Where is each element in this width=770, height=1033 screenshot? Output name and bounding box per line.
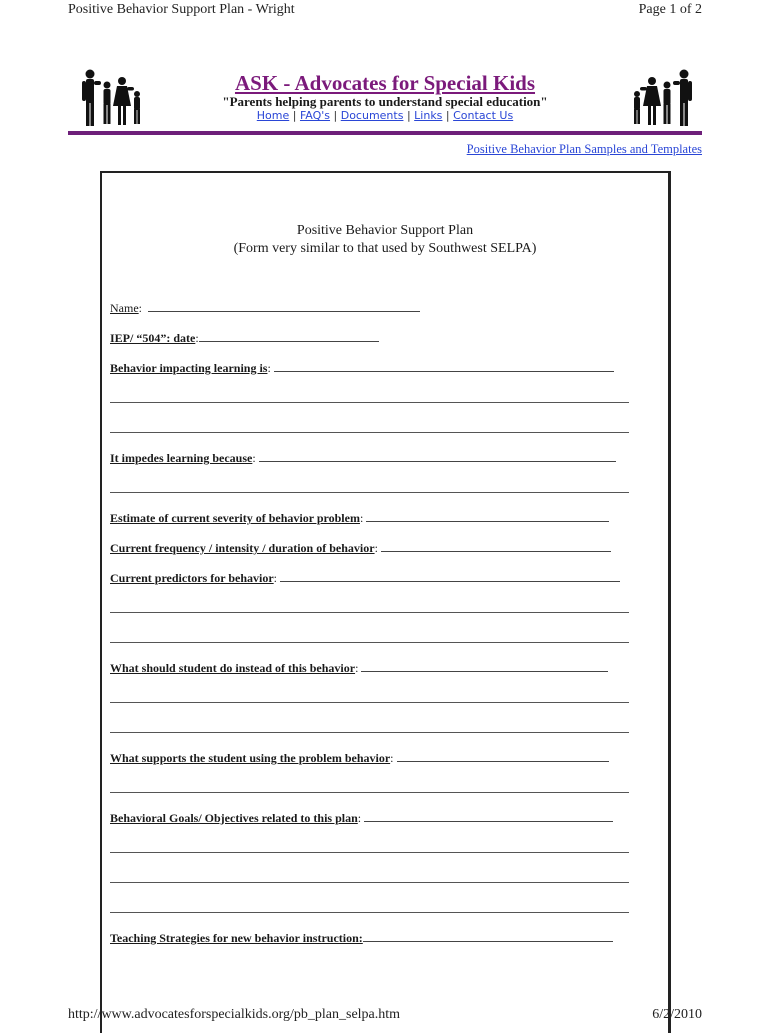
answer-line[interactable] (110, 732, 629, 733)
answer-line[interactable] (110, 912, 629, 913)
answer-line[interactable] (110, 882, 629, 883)
behavior-impacting-label: Behavior impacting learning is (110, 361, 268, 375)
iep-date-field[interactable] (110, 330, 379, 345)
answer-line[interactable] (110, 402, 629, 403)
answer-line[interactable] (110, 852, 629, 853)
predictors-label: Current predictors for behavior (110, 571, 274, 585)
frequency-field[interactable] (110, 540, 611, 555)
predictors-field[interactable] (110, 570, 620, 585)
colon: : (357, 811, 362, 825)
name-label: Name (110, 301, 139, 315)
page-number: Page 1 of 2 (638, 2, 702, 17)
answer-line[interactable] (110, 432, 629, 433)
answer-line[interactable] (110, 792, 629, 793)
answer-line[interactable] (110, 702, 629, 703)
form-subtitle: (Form very similar to that used by Southwest SELPA) (233, 241, 537, 256)
colon: : (359, 511, 364, 525)
nav-documents-link[interactable]: Documents (340, 109, 404, 122)
nav-home-link[interactable]: Home (256, 109, 290, 122)
instead-label: What should student do instead of this behavior (110, 661, 356, 675)
frequency-label: Current frequency / intensity / duration of behavior (110, 541, 375, 555)
teaching-label: Teaching Strategies for new behavior instruction: (110, 931, 363, 945)
goals-label: Behavioral Goals/ Objectives related to this plan (110, 811, 358, 825)
site-nav: Home | FAQ's | Documents | Links | Contact Us (256, 109, 514, 122)
colon: : (195, 331, 199, 345)
nav-contact-link[interactable]: Contact Us (453, 109, 514, 122)
severity-label: Estimate of current severity of behavior problem (110, 511, 360, 525)
document-title: Positive Behavior Support Plan - Wright (68, 2, 295, 17)
answer-line[interactable] (110, 492, 629, 493)
nav-links-link[interactable]: Links (414, 109, 443, 122)
supports-label: What supports the student using the problem behavior (110, 751, 391, 765)
instead-field[interactable] (110, 660, 608, 675)
behavior-impacting-field[interactable] (110, 360, 614, 375)
colon: : (355, 661, 359, 675)
goals-field[interactable] (110, 810, 613, 825)
footer-url: http://www.advocatesforspecialkids.org/pb_plan_selpa.htm (68, 1007, 401, 1022)
samples-templates-link[interactable]: Positive Behavior Plan Samples and Templates (466, 142, 702, 156)
form-title: Positive Behavior Support Plan (296, 223, 474, 238)
colon: : (267, 361, 271, 375)
impedes-label: It impedes learning because (110, 451, 253, 465)
colon: : (390, 751, 394, 765)
severity-field[interactable] (110, 510, 609, 525)
form-heading (100, 222, 670, 258)
answer-line[interactable] (110, 612, 629, 613)
site-title[interactable]: ASK - Advocates for Special Kids (234, 71, 536, 95)
nav-faqs-link[interactable]: FAQ's (299, 109, 331, 122)
colon: : (273, 571, 277, 585)
footer-date: 6/2/2010 (652, 1007, 702, 1022)
teaching-field[interactable] (110, 930, 613, 945)
supports-field[interactable] (110, 750, 609, 765)
impedes-field[interactable] (110, 450, 616, 465)
colon: : (138, 301, 142, 315)
iep-date-label: IEP/ “504”: date (110, 331, 196, 345)
site-tagline: "Parents helping parents to understand special education" (222, 94, 548, 109)
colon: : (252, 451, 256, 465)
colon: : (374, 541, 378, 555)
header-divider (68, 131, 702, 135)
answer-line[interactable] (110, 642, 629, 643)
name-field[interactable] (110, 300, 420, 315)
